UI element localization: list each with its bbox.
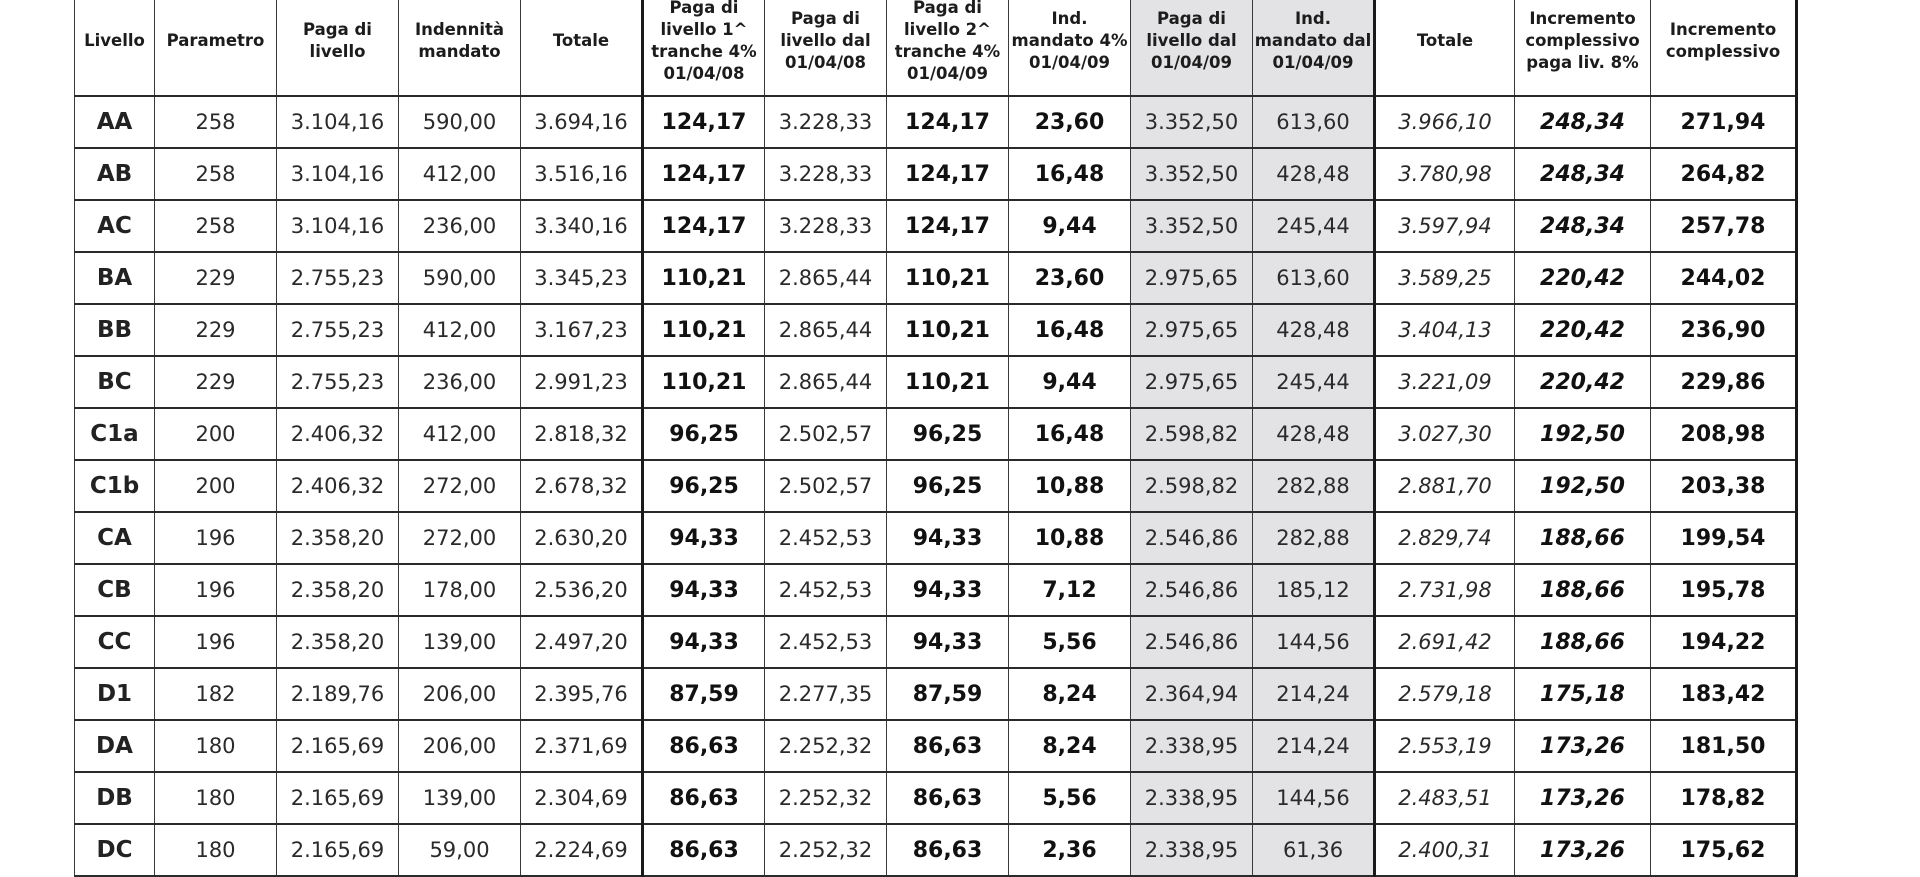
cell-second-tranche: 124,17 (887, 96, 1009, 148)
cell-base-pay: 2.189,76 (277, 668, 399, 720)
table-row (75, 668, 1797, 720)
cell-pay-increase: 188,66 (1515, 616, 1651, 668)
cell-mandate-from-2009: 214,24 (1253, 668, 1375, 720)
header-mandate-4pct: Ind. mandato 4% 01/04/09 (1009, 0, 1131, 96)
header-row (75, 0, 1797, 96)
table-body (75, 96, 1797, 876)
cell-total-increase: 208,98 (1651, 408, 1797, 460)
cell-mandate-from-2009: 245,44 (1253, 356, 1375, 408)
cell-mandate-allowance: 590,00 (399, 96, 521, 148)
cell-pay-increase: 173,26 (1515, 720, 1651, 772)
cell-base-pay: 2.358,20 (277, 616, 399, 668)
cell-first-tranche: 110,21 (643, 304, 765, 356)
cell-first-tranche: 124,17 (643, 148, 765, 200)
cell-mandate-allowance: 412,00 (399, 148, 521, 200)
cell-total-increase: 175,62 (1651, 824, 1797, 876)
cell-pay-increase: 173,26 (1515, 772, 1651, 824)
cell-first-tranche: 110,21 (643, 252, 765, 304)
cell-level: BC (75, 356, 155, 408)
cell-level: DA (75, 720, 155, 772)
cell-parameter: 196 (155, 564, 277, 616)
cell-second-tranche: 110,21 (887, 252, 1009, 304)
cell-total: 2.678,32 (521, 460, 643, 512)
cell-pay-from-2008: 2.502,57 (765, 460, 887, 512)
cell-base-pay: 2.165,69 (277, 772, 399, 824)
cell-parameter: 200 (155, 460, 277, 512)
cell-mandate-from-2009: 282,88 (1253, 512, 1375, 564)
cell-new-total: 3.780,98 (1375, 148, 1515, 200)
salary-table (74, 0, 1798, 877)
header-second-tranche: Paga di livello 2^ tranche 4% 01/04/09 (887, 0, 1009, 96)
cell-pay-from-2008: 2.252,32 (765, 824, 887, 876)
cell-pay-from-2009: 2.546,86 (1131, 616, 1253, 668)
cell-mandate-from-2009: 245,44 (1253, 200, 1375, 252)
cell-pay-from-2009: 2.338,95 (1131, 772, 1253, 824)
cell-new-total: 2.579,18 (1375, 668, 1515, 720)
cell-mandate-allowance: 178,00 (399, 564, 521, 616)
header-base-pay: Paga di livello (277, 0, 399, 96)
cell-pay-increase: 248,34 (1515, 96, 1651, 148)
cell-parameter: 180 (155, 824, 277, 876)
cell-total-increase: 271,94 (1651, 96, 1797, 148)
cell-pay-from-2009: 2.546,86 (1131, 512, 1253, 564)
cell-parameter: 229 (155, 304, 277, 356)
cell-total-increase: 199,54 (1651, 512, 1797, 564)
cell-total-increase: 236,90 (1651, 304, 1797, 356)
table-row (75, 460, 1797, 512)
cell-mandate-4pct: 8,24 (1009, 668, 1131, 720)
cell-total-increase: 181,50 (1651, 720, 1797, 772)
cell-mandate-allowance: 272,00 (399, 512, 521, 564)
cell-base-pay: 2.755,23 (277, 304, 399, 356)
table-row (75, 616, 1797, 668)
cell-first-tranche: 110,21 (643, 356, 765, 408)
cell-pay-from-2008: 2.865,44 (765, 304, 887, 356)
cell-mandate-allowance: 590,00 (399, 252, 521, 304)
cell-base-pay: 3.104,16 (277, 200, 399, 252)
cell-base-pay: 3.104,16 (277, 96, 399, 148)
cell-second-tranche: 86,63 (887, 772, 1009, 824)
cell-second-tranche: 87,59 (887, 668, 1009, 720)
cell-base-pay: 2.755,23 (277, 252, 399, 304)
table-row (75, 512, 1797, 564)
cell-total: 2.497,20 (521, 616, 643, 668)
cell-mandate-4pct: 23,60 (1009, 96, 1131, 148)
cell-pay-from-2009: 2.364,94 (1131, 668, 1253, 720)
cell-pay-from-2009: 2.598,82 (1131, 460, 1253, 512)
cell-pay-from-2008: 2.452,53 (765, 512, 887, 564)
cell-mandate-allowance: 236,00 (399, 356, 521, 408)
cell-total-increase: 183,42 (1651, 668, 1797, 720)
cell-total-increase: 264,82 (1651, 148, 1797, 200)
cell-first-tranche: 87,59 (643, 668, 765, 720)
header-pay-increase: Incremento complessivo paga liv. 8% (1515, 0, 1651, 96)
cell-level: CA (75, 512, 155, 564)
cell-base-pay: 2.165,69 (277, 824, 399, 876)
cell-pay-from-2009: 2.975,65 (1131, 252, 1253, 304)
cell-parameter: 196 (155, 616, 277, 668)
cell-second-tranche: 86,63 (887, 720, 1009, 772)
cell-level: DC (75, 824, 155, 876)
cell-mandate-from-2009: 214,24 (1253, 720, 1375, 772)
cell-first-tranche: 86,63 (643, 720, 765, 772)
cell-pay-increase: 188,66 (1515, 512, 1651, 564)
table-row (75, 772, 1797, 824)
cell-second-tranche: 110,21 (887, 356, 1009, 408)
cell-new-total: 3.589,25 (1375, 252, 1515, 304)
cell-pay-from-2008: 2.865,44 (765, 356, 887, 408)
cell-level: BB (75, 304, 155, 356)
cell-total: 2.395,76 (521, 668, 643, 720)
cell-parameter: 258 (155, 200, 277, 252)
cell-total: 2.818,32 (521, 408, 643, 460)
cell-mandate-allowance: 236,00 (399, 200, 521, 252)
cell-parameter: 180 (155, 772, 277, 824)
cell-pay-from-2009: 3.352,50 (1131, 96, 1253, 148)
header-pay-from-2009: Paga di livello dal 01/04/09 (1131, 0, 1253, 96)
cell-mandate-from-2009: 185,12 (1253, 564, 1375, 616)
cell-new-total: 3.404,13 (1375, 304, 1515, 356)
cell-pay-from-2009: 2.598,82 (1131, 408, 1253, 460)
cell-mandate-4pct: 10,88 (1009, 460, 1131, 512)
cell-total: 2.536,20 (521, 564, 643, 616)
cell-mandate-4pct: 16,48 (1009, 148, 1131, 200)
header-parameter: Parametro (155, 0, 277, 96)
cell-first-tranche: 94,33 (643, 616, 765, 668)
cell-parameter: 229 (155, 356, 277, 408)
cell-mandate-from-2009: 428,48 (1253, 148, 1375, 200)
cell-pay-increase: 173,26 (1515, 824, 1651, 876)
cell-pay-from-2008: 2.452,53 (765, 616, 887, 668)
cell-mandate-allowance: 272,00 (399, 460, 521, 512)
table-row (75, 720, 1797, 772)
cell-mandate-from-2009: 613,60 (1253, 252, 1375, 304)
cell-new-total: 2.731,98 (1375, 564, 1515, 616)
cell-mandate-from-2009: 613,60 (1253, 96, 1375, 148)
cell-pay-increase: 248,34 (1515, 200, 1651, 252)
cell-mandate-from-2009: 144,56 (1253, 772, 1375, 824)
cell-second-tranche: 110,21 (887, 304, 1009, 356)
cell-pay-from-2008: 3.228,33 (765, 200, 887, 252)
cell-mandate-allowance: 59,00 (399, 824, 521, 876)
cell-new-total: 3.027,30 (1375, 408, 1515, 460)
cell-first-tranche: 96,25 (643, 408, 765, 460)
cell-level: DB (75, 772, 155, 824)
cell-mandate-allowance: 206,00 (399, 668, 521, 720)
cell-base-pay: 2.406,32 (277, 460, 399, 512)
cell-base-pay: 2.165,69 (277, 720, 399, 772)
table-row (75, 304, 1797, 356)
cell-mandate-4pct: 9,44 (1009, 200, 1131, 252)
cell-mandate-4pct: 23,60 (1009, 252, 1131, 304)
cell-total-increase: 194,22 (1651, 616, 1797, 668)
cell-pay-increase: 248,34 (1515, 148, 1651, 200)
cell-level: CC (75, 616, 155, 668)
table-row (75, 148, 1797, 200)
cell-level: D1 (75, 668, 155, 720)
cell-mandate-4pct: 10,88 (1009, 512, 1131, 564)
cell-new-total: 2.553,19 (1375, 720, 1515, 772)
cell-level: CB (75, 564, 155, 616)
cell-base-pay: 2.406,32 (277, 408, 399, 460)
cell-mandate-from-2009: 282,88 (1253, 460, 1375, 512)
cell-pay-increase: 220,42 (1515, 252, 1651, 304)
cell-total: 2.991,23 (521, 356, 643, 408)
cell-new-total: 3.966,10 (1375, 96, 1515, 148)
cell-pay-from-2009: 2.975,65 (1131, 356, 1253, 408)
cell-parameter: 200 (155, 408, 277, 460)
cell-pay-increase: 192,50 (1515, 460, 1651, 512)
cell-total-increase: 203,38 (1651, 460, 1797, 512)
cell-total: 2.304,69 (521, 772, 643, 824)
cell-pay-increase: 175,18 (1515, 668, 1651, 720)
cell-first-tranche: 86,63 (643, 772, 765, 824)
cell-first-tranche: 94,33 (643, 564, 765, 616)
table-row (75, 96, 1797, 148)
cell-mandate-4pct: 5,56 (1009, 772, 1131, 824)
cell-mandate-4pct: 9,44 (1009, 356, 1131, 408)
cell-first-tranche: 124,17 (643, 96, 765, 148)
cell-mandate-4pct: 2,36 (1009, 824, 1131, 876)
cell-new-total: 2.400,31 (1375, 824, 1515, 876)
cell-first-tranche: 96,25 (643, 460, 765, 512)
cell-total-increase: 178,82 (1651, 772, 1797, 824)
cell-mandate-4pct: 16,48 (1009, 408, 1131, 460)
cell-new-total: 3.597,94 (1375, 200, 1515, 252)
cell-parameter: 182 (155, 668, 277, 720)
cell-total-increase: 195,78 (1651, 564, 1797, 616)
table-row (75, 564, 1797, 616)
cell-mandate-4pct: 5,56 (1009, 616, 1131, 668)
cell-pay-from-2008: 2.452,53 (765, 564, 887, 616)
cell-total-increase: 257,78 (1651, 200, 1797, 252)
cell-mandate-from-2009: 428,48 (1253, 304, 1375, 356)
cell-new-total: 2.691,42 (1375, 616, 1515, 668)
cell-total: 3.516,16 (521, 148, 643, 200)
cell-level: AA (75, 96, 155, 148)
table-row (75, 200, 1797, 252)
cell-level: C1b (75, 460, 155, 512)
cell-pay-from-2009: 2.338,95 (1131, 720, 1253, 772)
header-first-tranche: Paga di livello 1^ tranche 4% 01/04/08 (643, 0, 765, 96)
cell-level: C1a (75, 408, 155, 460)
cell-total: 2.224,69 (521, 824, 643, 876)
cell-pay-increase: 192,50 (1515, 408, 1651, 460)
cell-second-tranche: 124,17 (887, 200, 1009, 252)
table-row (75, 408, 1797, 460)
cell-second-tranche: 124,17 (887, 148, 1009, 200)
cell-pay-from-2009: 3.352,50 (1131, 148, 1253, 200)
header-mandate-from-2009: Ind. mandato dal 01/04/09 (1253, 0, 1375, 96)
cell-mandate-allowance: 139,00 (399, 772, 521, 824)
cell-new-total: 2.483,51 (1375, 772, 1515, 824)
cell-pay-from-2009: 3.352,50 (1131, 200, 1253, 252)
cell-second-tranche: 86,63 (887, 824, 1009, 876)
cell-base-pay: 2.358,20 (277, 512, 399, 564)
cell-pay-from-2008: 2.277,35 (765, 668, 887, 720)
cell-second-tranche: 96,25 (887, 460, 1009, 512)
cell-pay-from-2008: 2.865,44 (765, 252, 887, 304)
cell-pay-increase: 220,42 (1515, 304, 1651, 356)
cell-first-tranche: 86,63 (643, 824, 765, 876)
cell-pay-increase: 220,42 (1515, 356, 1651, 408)
cell-second-tranche: 94,33 (887, 512, 1009, 564)
cell-pay-from-2008: 3.228,33 (765, 148, 887, 200)
cell-mandate-4pct: 16,48 (1009, 304, 1131, 356)
cell-level: AB (75, 148, 155, 200)
cell-total: 2.630,20 (521, 512, 643, 564)
cell-parameter: 229 (155, 252, 277, 304)
cell-pay-from-2009: 2.975,65 (1131, 304, 1253, 356)
header-pay-from-2008: Paga di livello dal 01/04/08 (765, 0, 887, 96)
cell-pay-from-2009: 2.546,86 (1131, 564, 1253, 616)
header-new-total: Totale (1375, 0, 1515, 96)
cell-base-pay: 2.358,20 (277, 564, 399, 616)
cell-pay-from-2009: 2.338,95 (1131, 824, 1253, 876)
cell-pay-increase: 188,66 (1515, 564, 1651, 616)
cell-mandate-4pct: 7,12 (1009, 564, 1131, 616)
cell-pay-from-2008: 3.228,33 (765, 96, 887, 148)
cell-mandate-allowance: 206,00 (399, 720, 521, 772)
cell-pay-from-2008: 2.252,32 (765, 720, 887, 772)
cell-parameter: 180 (155, 720, 277, 772)
cell-pay-from-2008: 2.502,57 (765, 408, 887, 460)
table-row (75, 252, 1797, 304)
cell-new-total: 3.221,09 (1375, 356, 1515, 408)
cell-mandate-from-2009: 61,36 (1253, 824, 1375, 876)
cell-total-increase: 244,02 (1651, 252, 1797, 304)
cell-total: 3.340,16 (521, 200, 643, 252)
cell-base-pay: 2.755,23 (277, 356, 399, 408)
cell-total: 2.371,69 (521, 720, 643, 772)
header-total-increase: Incremento complessivo (1651, 0, 1797, 96)
cell-mandate-allowance: 412,00 (399, 408, 521, 460)
cell-mandate-allowance: 412,00 (399, 304, 521, 356)
header-total: Totale (521, 0, 643, 96)
cell-mandate-from-2009: 144,56 (1253, 616, 1375, 668)
cell-level: AC (75, 200, 155, 252)
cell-new-total: 2.829,74 (1375, 512, 1515, 564)
table-row (75, 824, 1797, 876)
cell-new-total: 2.881,70 (1375, 460, 1515, 512)
cell-first-tranche: 124,17 (643, 200, 765, 252)
cell-base-pay: 3.104,16 (277, 148, 399, 200)
header-level: Livello (75, 0, 155, 96)
cell-total: 3.167,23 (521, 304, 643, 356)
header-mandate-allowance: Indennità mandato (399, 0, 521, 96)
cell-total: 3.694,16 (521, 96, 643, 148)
cell-second-tranche: 96,25 (887, 408, 1009, 460)
cell-mandate-from-2009: 428,48 (1253, 408, 1375, 460)
cell-parameter: 258 (155, 148, 277, 200)
table-row (75, 356, 1797, 408)
cell-parameter: 258 (155, 96, 277, 148)
cell-total-increase: 229,86 (1651, 356, 1797, 408)
cell-pay-from-2008: 2.252,32 (765, 772, 887, 824)
cell-second-tranche: 94,33 (887, 564, 1009, 616)
cell-second-tranche: 94,33 (887, 616, 1009, 668)
cell-level: BA (75, 252, 155, 304)
cell-mandate-4pct: 8,24 (1009, 720, 1131, 772)
cell-parameter: 196 (155, 512, 277, 564)
cell-total: 3.345,23 (521, 252, 643, 304)
cell-mandate-allowance: 139,00 (399, 616, 521, 668)
cell-first-tranche: 94,33 (643, 512, 765, 564)
